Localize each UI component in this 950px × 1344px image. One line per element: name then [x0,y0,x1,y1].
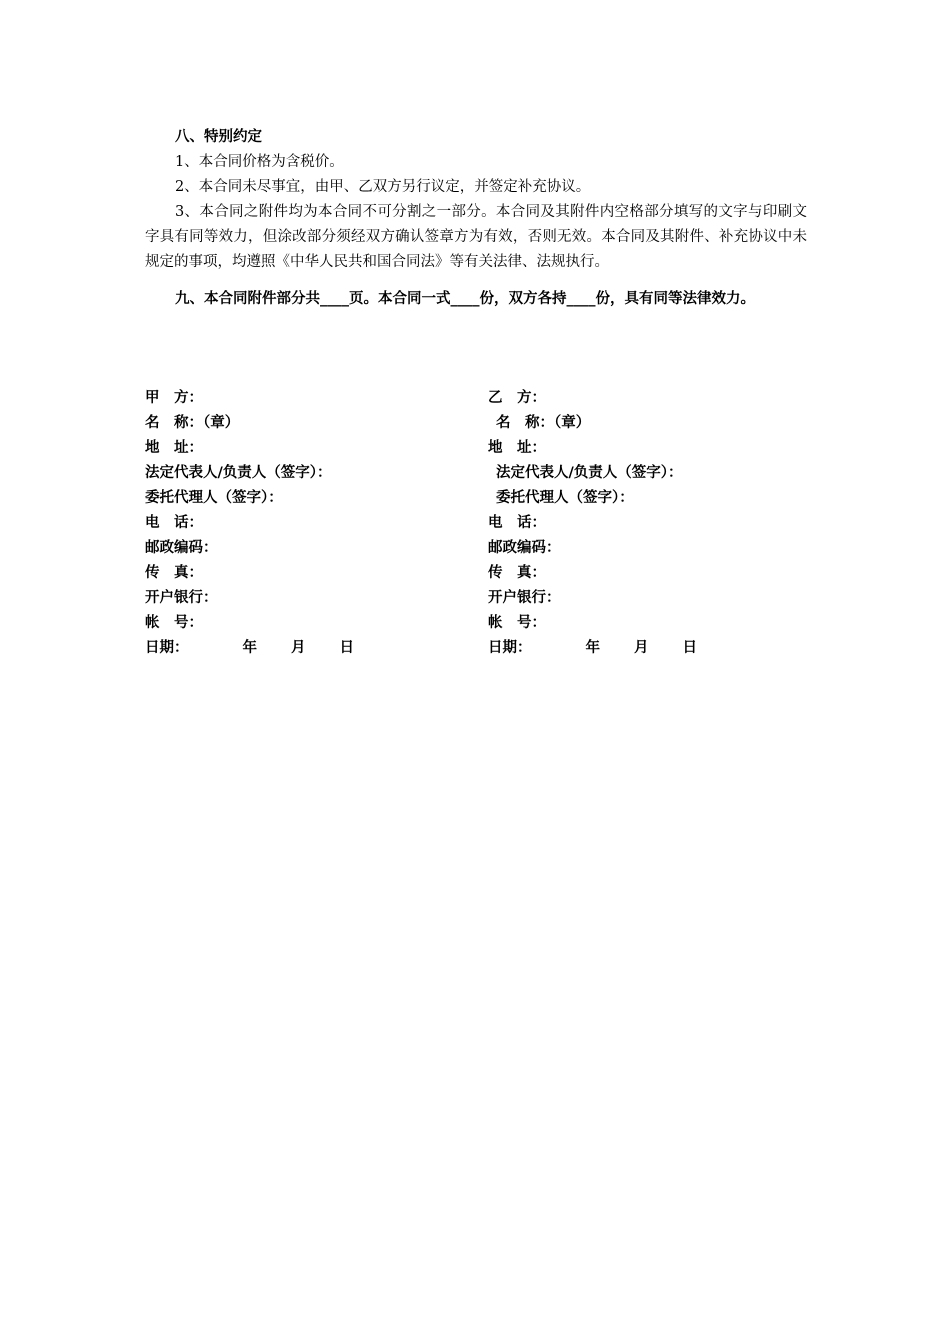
party-b-date-day: 日 [682,640,697,656]
party-b-date [488,636,808,661]
party-b-date-month: 月 [634,640,649,656]
party-b-date-year: 年 [585,640,600,656]
section8-item-3: 3、本合同之附件均为本合同不可分割之一部分。本合同及其附件内空格部分填写的文字与印刷文字具有同等效力，但涂改部分须经双方确认签章方为有效，否则无效。本合同及其附件、补充协议中未规定的事项，均遵照《中华人民共和国合同法》等有关法律、法规执行。 [145,204,807,270]
party-b-legal-rep: 法定代表人/负责人（签字）： [496,465,683,481]
party-a-address: 地 址： [145,440,203,456]
party-a-account: 帐 号： [145,615,203,631]
party-b-fax: 传 真： [488,565,546,581]
section8-item-2: 2、本合同未尽事宜，由甲、乙双方另行议定，并签定补充协议。 [175,179,591,195]
party-a-date-day: 日 [339,640,354,656]
section8-heading: 八、特别约定 [175,129,262,145]
party-b-account: 帐 号： [488,615,546,631]
party-a-name: 名 称：（章） [145,415,240,431]
party-b-postcode: 邮政编码： [488,540,561,556]
party-b-date-label: 日期： [488,640,532,656]
party-b-bank: 开户银行： [488,590,561,606]
party-a-agent: 委托代理人（签字）： [145,490,283,506]
party-b-title: 乙 方： [488,390,546,406]
section8-item-1: 1、本合同价格为含税价。 [175,154,344,170]
party-a-bank: 开户银行： [145,590,218,606]
party-a-postcode: 邮政编码： [145,540,218,556]
party-b-agent: 委托代理人（签字）： [496,490,634,506]
party-b-phone: 电 话： [488,515,546,531]
party-a-column [145,386,465,661]
party-a-legal-rep: 法定代表人/负责人（签字）： [145,465,332,481]
party-a-date-label: 日期： [145,640,189,656]
party-a-date-year: 年 [242,640,257,656]
party-b-address: 地 址： [488,440,546,456]
party-b-column [488,386,808,661]
party-a-date-month: 月 [291,640,306,656]
party-a-date [145,636,465,661]
party-a-phone: 电 话： [145,515,203,531]
contract-body [145,124,807,312]
section9-text: 九、本合同附件部分共____页。本合同一式____份，双方各持____份，具有同等法律效力。 [175,291,755,307]
party-a-title: 甲 方： [145,390,203,406]
party-b-name: 名 称：（章） [496,415,591,431]
party-a-fax: 传 真： [145,565,203,581]
